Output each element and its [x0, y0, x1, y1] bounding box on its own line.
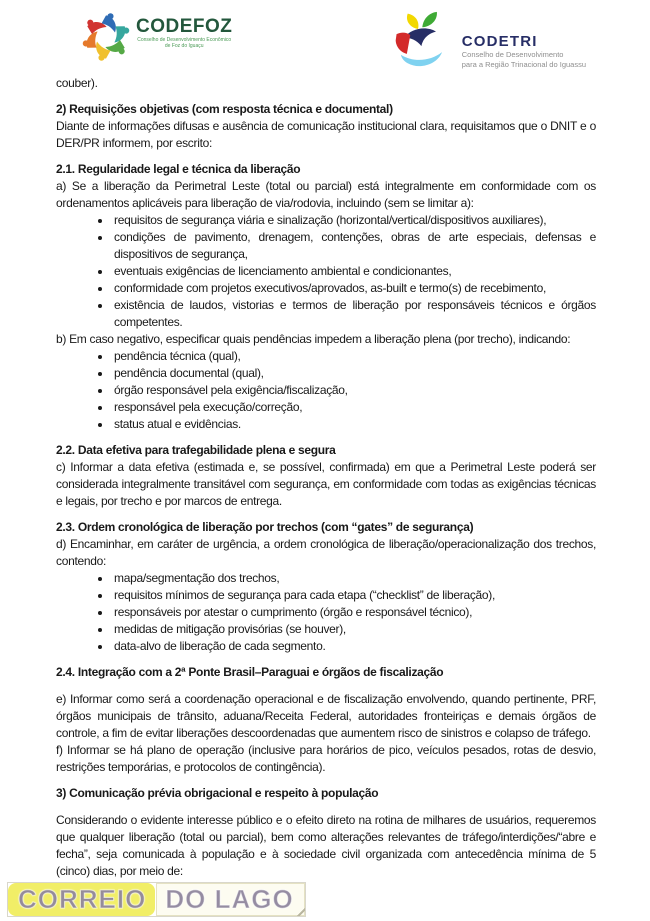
bullet-item: • medidas de mitigação provisórias (se houver),	[112, 621, 596, 638]
codetri-tagline-line2: para a Região Trinacional do Iguassu	[461, 59, 586, 69]
section-heading: 3) Comunicação prévia obrigacional e respeito à população	[56, 786, 379, 800]
codetri-mark-icon	[394, 10, 454, 72]
codetri-name: CODETRI	[461, 33, 538, 50]
codetri-tagline-line1: Conselho de Desenvolvimento	[461, 50, 564, 59]
paragraph: d) Encaminhar, em caráter de urgência, a ordem cronológica de liberação/operacionalização dos trechos, contendo:	[56, 537, 596, 568]
bullet-list	[56, 570, 596, 655]
bullet-item: • mapa/segmentação dos trechos,	[112, 570, 596, 587]
bullet-list	[56, 348, 596, 433]
bullet-item: • data-alvo de liberação de cada segmento.	[112, 638, 596, 655]
codefoz-name: CODEFOZ	[136, 16, 233, 37]
bullet-item: • pendência técnica (qual),	[112, 348, 596, 365]
section-heading: 2.3. Ordem cronológica de liberação por trechos (com “gates” de segurança)	[56, 520, 474, 534]
section-heading: 2.2. Data efetiva para trafegabilidade plena e segura	[56, 443, 336, 457]
codefoz-pinwheel-icon	[78, 10, 134, 64]
paragraph: f) Informar se há plano de operação (inclusive para horários de pico, veículos pesados, rotas de desvio, restrições temporárias, e protocolos de contingência).	[56, 743, 596, 774]
bullet-item: • pendência documental (qual),	[112, 365, 596, 382]
correio-do-lago-watermark	[8, 883, 305, 916]
bullet-list	[56, 212, 596, 331]
section-heading: 2.4. Integração com a 2ª Ponte Brasil–Paraguai e órgãos de fiscalização	[56, 665, 444, 679]
paragraph: couber).	[56, 76, 98, 90]
paragraph: Considerando o evidente interesse público e o efeito direto na rotina de milhares de usuários, requeremos que qualquer liberação (total ou parcial), bem como alterações relevantes de tráfego/interdições/“abre e fecha”, seja comunicada à população e à sociedade civil organizada com antecedência mínima de 5 (cinco) dias, por meio de:	[56, 813, 596, 878]
paragraph: a) Se a liberação da Perimetral Leste (total ou parcial) está integralmente em conformidade com os ordenamentos aplicáveis para liberação de via/rodovia, incluindo (sem se limitar a):	[56, 179, 596, 210]
codetri-logo	[394, 10, 586, 72]
header-logos	[0, 0, 650, 72]
paragraph: b) Em caso negativo, especificar quais pendências impedem a liberação plena (por trecho), indicando:	[56, 332, 571, 346]
paragraph: c) Informar a data efetiva (estimada e, se possível, confirmada) em que a Perimetral Leste poderá ser considerada integralmente transitável com segurança, em conformidade com todas as exigências técnicas e legais, por trecho e por marcos de entrega.	[56, 460, 596, 508]
bullet-item: • responsáveis por atestar o cumprimento (órgão e responsável técnico),	[112, 604, 596, 621]
paragraph: e) Informar como será a coordenação operacional e de fiscalização envolvendo, quando pertinente, PRF, órgãos municipais de trânsito, aduana/Receita Federal, autoridades fronteiriças e demais órgãos de controle, a fim de evitar liberações descoordenadas que aumentem risco de sinistros e colapso de tráfego.	[56, 692, 596, 740]
bullet-item: • existência de laudos, vistorias e termos de liberação por responsáveis técnicos e órgãos competentes.	[112, 297, 596, 331]
bullet-item: • condições de pavimento, drenagem, contenções, obras de arte especiais, defensas e dispositivos de segurança,	[112, 229, 596, 263]
bullet-item: • eventuais exigências de licenciamento ambiental e condicionantes,	[112, 263, 596, 280]
document-content	[56, 75, 596, 880]
bullet-item: • órgão responsável pela exigência/fiscalização,	[112, 382, 596, 399]
codefoz-tagline-line2: de Foz do Iguaçu	[164, 43, 204, 49]
section-heading: 2) Requisições objetivas (com resposta técnica e documental)	[56, 102, 393, 116]
bullet-item: • status atual e evidências.	[112, 416, 596, 433]
watermark-correio-text: CORREIO	[8, 883, 155, 916]
codefoz-tagline-line1: Conselho de Desenvolvimento Econômico	[137, 37, 232, 43]
bullet-item: • requisitos de segurança viária e sinalização (horizontal/vertical/dispositivos auxiliares),	[112, 212, 596, 229]
paragraph: Diante de informações difusas e ausência de comunicação institucional clara, requisitamos que o DNIT e o DER/PR informem, por escrito:	[56, 119, 596, 150]
bullet-item: • requisitos mínimos de segurança para cada etapa (“checklist” de liberação),	[112, 587, 596, 604]
bullet-item: • responsável pela execução/correção,	[112, 399, 596, 416]
bullet-item: • conformidade com projetos executivos/aprovados, as-built e termo(s) de recebimento,	[112, 280, 596, 297]
codefoz-logo	[78, 10, 232, 64]
watermark-do-lago-text: DO LAGO	[156, 883, 304, 916]
section-heading: 2.1. Regularidade legal e técnica da liberação	[56, 162, 301, 176]
